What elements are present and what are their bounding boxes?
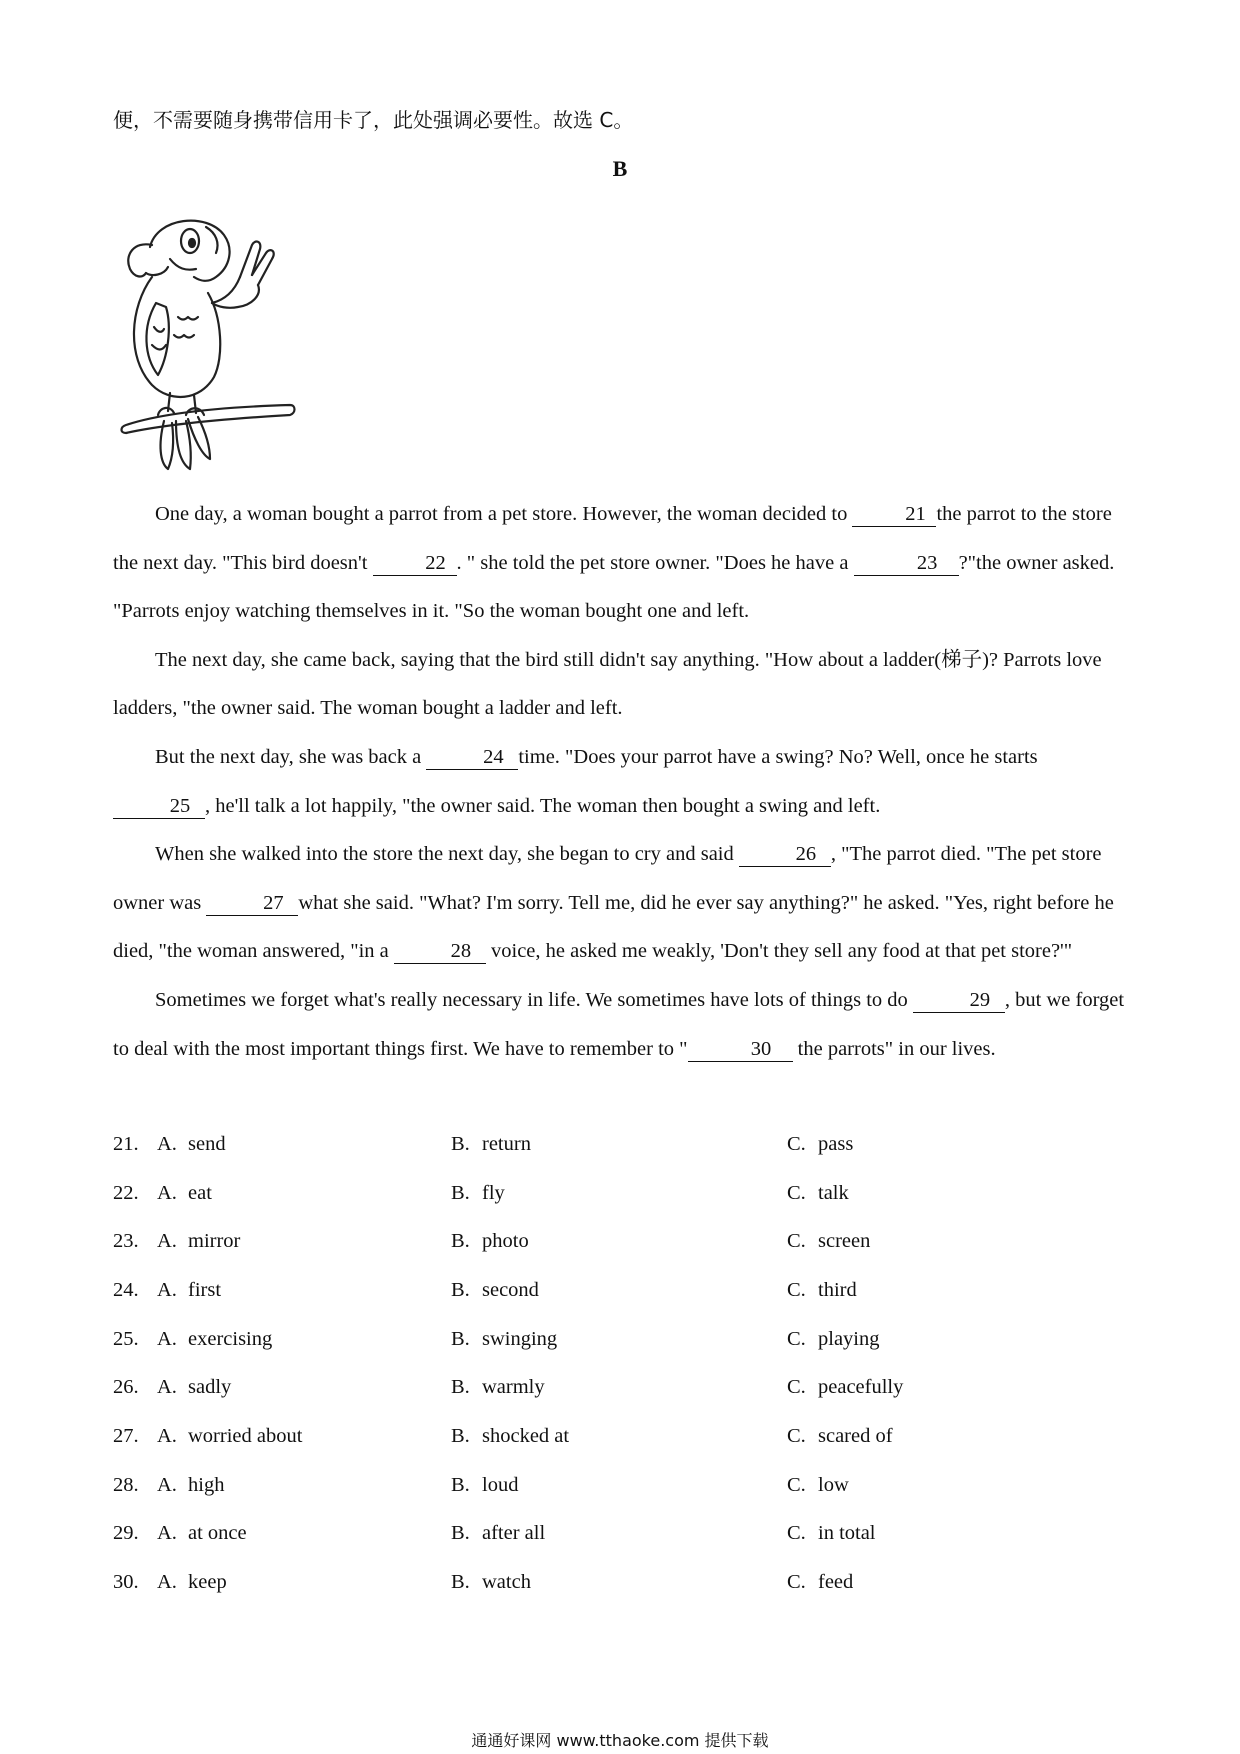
option-letter: C.	[787, 1424, 806, 1447]
option-text: first	[188, 1278, 222, 1301]
option-letter: A.	[157, 1376, 177, 1399]
option-letter: A.	[157, 1230, 177, 1253]
option-text: fly	[482, 1181, 505, 1204]
option-text: return	[482, 1132, 531, 1155]
option-text: send	[188, 1132, 226, 1155]
option-b	[451, 1133, 787, 1156]
option-letter: C.	[787, 1278, 806, 1301]
question-number: 26.	[113, 1376, 139, 1399]
question-number: 24.	[113, 1278, 139, 1301]
option-a	[157, 1279, 451, 1302]
paragraph-4	[113, 830, 1133, 976]
option-a	[157, 1522, 451, 1545]
option-letter: C.	[787, 1327, 806, 1350]
option-a	[157, 1182, 451, 1205]
option-c	[787, 1230, 1087, 1253]
blank-29: 29	[913, 988, 1005, 1013]
paragraph-2	[113, 636, 1133, 733]
question-number: 28.	[113, 1473, 139, 1496]
option-row	[113, 1120, 1133, 1169]
option-text: eat	[188, 1181, 212, 1204]
option-letter: A.	[157, 1278, 177, 1301]
section-heading: B	[612, 156, 628, 181]
option-letter: A.	[157, 1181, 177, 1204]
option-text: photo	[482, 1230, 529, 1253]
option-row	[113, 1412, 1133, 1461]
option-letter: B.	[451, 1278, 470, 1301]
option-a	[157, 1425, 451, 1448]
option-text: third	[818, 1278, 857, 1301]
passage-text: , but we forget to deal with the most important things first. We have to remember to "	[113, 988, 1125, 1060]
option-letter: C.	[787, 1571, 806, 1594]
option-letter: B.	[451, 1132, 470, 1155]
option-c	[787, 1522, 1087, 1545]
blank-26: 26	[739, 842, 831, 867]
option-letter: A.	[157, 1132, 177, 1155]
option-a	[157, 1571, 451, 1594]
option-text: in total	[818, 1522, 876, 1545]
option-letter: A.	[157, 1522, 177, 1545]
option-row	[113, 1217, 1133, 1266]
paragraph-3	[113, 733, 1133, 830]
passage-text: voice, he asked me weakly, 'Don't they sell any food at that pet store?'"	[485, 940, 1073, 963]
passage-text: the parrot to the store the next day. "This bird doesn't	[113, 503, 1112, 574]
option-text: high	[188, 1473, 225, 1496]
option-a	[157, 1230, 451, 1253]
option-c	[787, 1182, 1087, 1205]
option-letter: A.	[157, 1473, 177, 1496]
option-text: warmly	[482, 1376, 545, 1399]
option-row	[113, 1169, 1133, 1218]
option-b	[451, 1425, 787, 1448]
blank-25: 25	[113, 794, 205, 819]
option-a	[157, 1474, 451, 1497]
option-row	[113, 1315, 1133, 1364]
previous-explanation-tail: 便，不需要随身携带信用卡了，此处强调必要性。故选 C。	[113, 108, 634, 132]
option-b	[451, 1230, 787, 1253]
passage-text: . " she told the pet store owner. "Does he have a	[456, 551, 854, 574]
option-letter: B.	[451, 1181, 470, 1204]
passage-text: , he'll talk a lot happily, "the owner said. The woman then bought a swing and left.	[205, 794, 881, 817]
option-c	[787, 1279, 1087, 1302]
passage-text: The next day, she came back, saying that the bird still didn't say anything. "How about a ladder(梯子)? Parrots love ladders, "the owner said. The woman bought a ladder and left.	[113, 648, 1102, 720]
passage-text: But the next day, she was back a	[155, 745, 427, 768]
option-text: mirror	[188, 1230, 241, 1253]
option-text: worried about	[188, 1424, 303, 1447]
option-letter: C.	[787, 1473, 806, 1496]
parrot-illustration	[112, 207, 312, 472]
passage-text: what she said. "What? I'm sorry. Tell me, did he ever say anything?" he asked. "Yes, right before he died, "the woman answered, "in a	[113, 891, 1114, 963]
passage-text: the parrots" in our lives.	[792, 1037, 996, 1060]
question-number: 25.	[113, 1327, 139, 1350]
option-text: low	[818, 1473, 849, 1496]
question-number: 21.	[113, 1132, 139, 1155]
option-text: sadly	[188, 1376, 232, 1399]
option-letter: B.	[451, 1473, 470, 1496]
option-b	[451, 1522, 787, 1545]
option-b	[451, 1279, 787, 1302]
passage-text: Sometimes we forget what's really necessary in life. We sometimes have lots of things to do	[155, 988, 913, 1011]
option-text: feed	[818, 1571, 854, 1594]
option-text: at once	[188, 1522, 247, 1545]
blank-22: 22	[373, 551, 457, 576]
option-letter: A.	[157, 1327, 177, 1350]
option-c	[787, 1425, 1087, 1448]
blank-30: 30	[688, 1037, 793, 1062]
option-c	[787, 1571, 1087, 1594]
option-b	[451, 1182, 787, 1205]
option-letter: C.	[787, 1230, 806, 1253]
passage-text: , "The parrot died. "The pet store owner was	[113, 843, 1102, 914]
option-b	[451, 1328, 787, 1351]
blank-28: 28	[394, 939, 486, 964]
option-text: second	[482, 1278, 539, 1301]
option-letter: B.	[451, 1327, 470, 1350]
answer-options	[113, 1120, 1133, 1607]
question-number: 22.	[113, 1181, 139, 1204]
option-a	[157, 1328, 451, 1351]
blank-24: 24	[426, 745, 518, 770]
blank-27: 27	[206, 891, 298, 916]
blank-21: 21	[852, 502, 936, 527]
passage-text: When she walked into the store the next day, she began to cry and said	[155, 843, 739, 866]
option-letter: A.	[157, 1571, 177, 1594]
question-number: 29.	[113, 1522, 139, 1545]
option-text: scared of	[818, 1424, 893, 1447]
option-text: after all	[482, 1522, 546, 1545]
question-number: 30.	[113, 1571, 139, 1594]
option-letter: B.	[451, 1571, 470, 1594]
option-text: exercising	[188, 1327, 273, 1350]
cloze-passage	[113, 490, 1133, 1073]
passage-text: time. "Does your parrot have a swing? No? Well, once he starts	[518, 745, 1038, 768]
option-letter: A.	[157, 1424, 177, 1447]
option-b	[451, 1571, 787, 1594]
option-row	[113, 1461, 1133, 1510]
paragraph-5	[113, 976, 1133, 1073]
passage-text: ?"the owner asked. "Parrots enjoy watching themselves in it. "So the woman bought one and left.	[113, 551, 1115, 623]
option-text: playing	[818, 1327, 880, 1350]
blank-23: 23	[854, 551, 959, 576]
paragraph-1	[113, 490, 1133, 636]
option-letter: C.	[787, 1376, 806, 1399]
option-c	[787, 1376, 1087, 1399]
option-row	[113, 1363, 1133, 1412]
passage-text: One day, a woman bought a parrot from a pet store. However, the woman decided to	[155, 503, 853, 525]
option-text: peacefully	[818, 1376, 904, 1399]
option-text: pass	[818, 1132, 854, 1155]
option-b	[451, 1474, 787, 1497]
option-letter: C.	[787, 1522, 806, 1545]
option-text: keep	[188, 1571, 227, 1594]
option-row	[113, 1558, 1133, 1607]
option-letter: B.	[451, 1376, 470, 1399]
option-letter: C.	[787, 1181, 806, 1204]
option-a	[157, 1376, 451, 1399]
option-c	[787, 1328, 1087, 1351]
option-text: talk	[818, 1181, 849, 1204]
option-a	[157, 1133, 451, 1156]
option-text: shocked at	[482, 1424, 570, 1447]
question-number: 27.	[113, 1424, 139, 1447]
footer-credit: 通通好课网 www.tthaoke.com 提供下载	[471, 1731, 769, 1750]
option-letter: C.	[787, 1132, 806, 1155]
option-text: screen	[818, 1230, 871, 1253]
option-c	[787, 1133, 1087, 1156]
option-c	[787, 1474, 1087, 1497]
option-b	[451, 1376, 787, 1399]
option-row	[113, 1266, 1133, 1315]
question-number: 23.	[113, 1230, 139, 1253]
option-row	[113, 1510, 1133, 1559]
option-text: watch	[482, 1571, 531, 1594]
option-letter: B.	[451, 1424, 470, 1447]
option-text: loud	[482, 1473, 519, 1496]
option-text: swinging	[482, 1327, 558, 1350]
option-letter: B.	[451, 1230, 470, 1253]
option-letter: B.	[451, 1522, 470, 1545]
